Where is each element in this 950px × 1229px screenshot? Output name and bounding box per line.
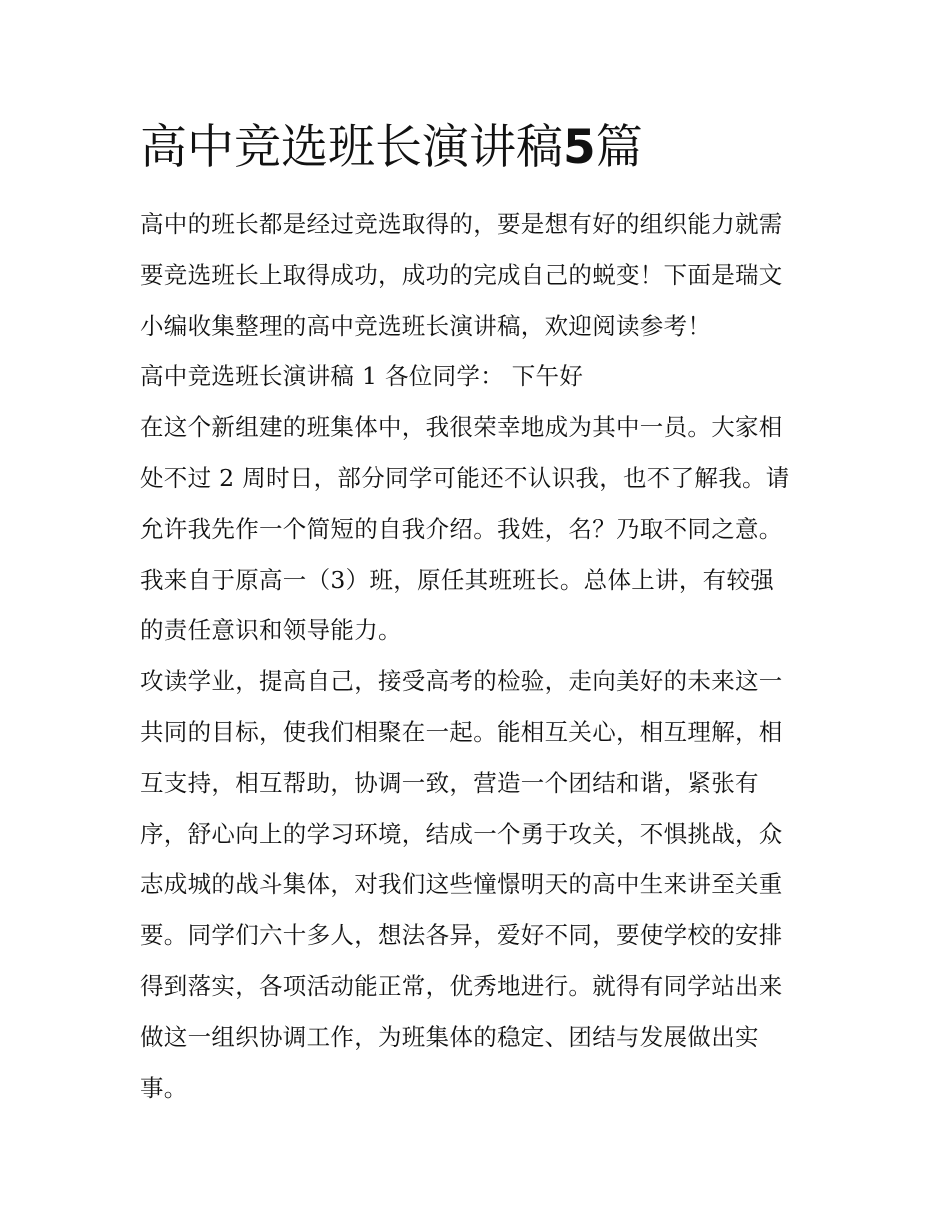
document-title <box>140 116 840 180</box>
body-line: 的责任意识和领导能力。 <box>140 616 402 644</box>
body-line: 序，舒心向上的学习环境，结成一个勇于攻关，不惧挑战，众 <box>140 820 783 848</box>
body-line: 攻读学业，提高自己，接受高考的检验，走向美好的未来这一 <box>140 667 783 695</box>
body-line: 志成城的战斗集体，对我们这些憧憬明天的高中生来讲至关重 <box>140 870 783 898</box>
body-line: 我来自于原高一（3）班，原任其班班长。总体上讲，有较强 <box>140 566 775 594</box>
title-main: 高中竞选班长演讲稿 <box>140 120 563 175</box>
intro-line-3: 小编收集整理的高中竞选班长演讲稿，欢迎阅读参考！ <box>140 312 712 340</box>
body-line: 要。同学们六十多人，想法各异，爱好不同，要使学校的安排 <box>140 921 783 949</box>
title-end: 篇 <box>595 120 643 175</box>
title-number: 5 <box>563 120 596 175</box>
speech-heading: 高中竞选班长演讲稿 1 各位同学： 下午好 <box>140 362 584 390</box>
body-line: 允许我先作一个简短的自我介绍。我姓，名？乃取不同之意。 <box>140 515 783 543</box>
body-line: 共同的目标，使我们相聚在一起。能相互关心，相互理解，相 <box>140 718 783 746</box>
body-line: 做这一组织协调工作，为班集体的稳定、团结与发展做出实 <box>140 1023 759 1051</box>
body-line: 得到落实，各项活动能正常，优秀地进行。就得有同学站出来 <box>140 972 783 1000</box>
body-line: 事。 <box>140 1074 188 1102</box>
intro-line-2: 要竞选班长上取得成功，成功的完成自己的蜕变！下面是瑞文 <box>140 261 783 289</box>
body-line: 互支持，相互帮助，协调一致，营造一个团结和谐，紧张有 <box>140 769 759 797</box>
intro-line-1: 高中的班长都是经过竞选取得的，要是想有好的组织能力就需 <box>140 210 783 238</box>
body-line: 处不过 2 周时日，部分同学可能还不认识我，也不了解我。请 <box>140 464 790 492</box>
body-line: 在这个新组建的班集体中，我很荣幸地成为其中一员。大家相 <box>140 413 783 441</box>
